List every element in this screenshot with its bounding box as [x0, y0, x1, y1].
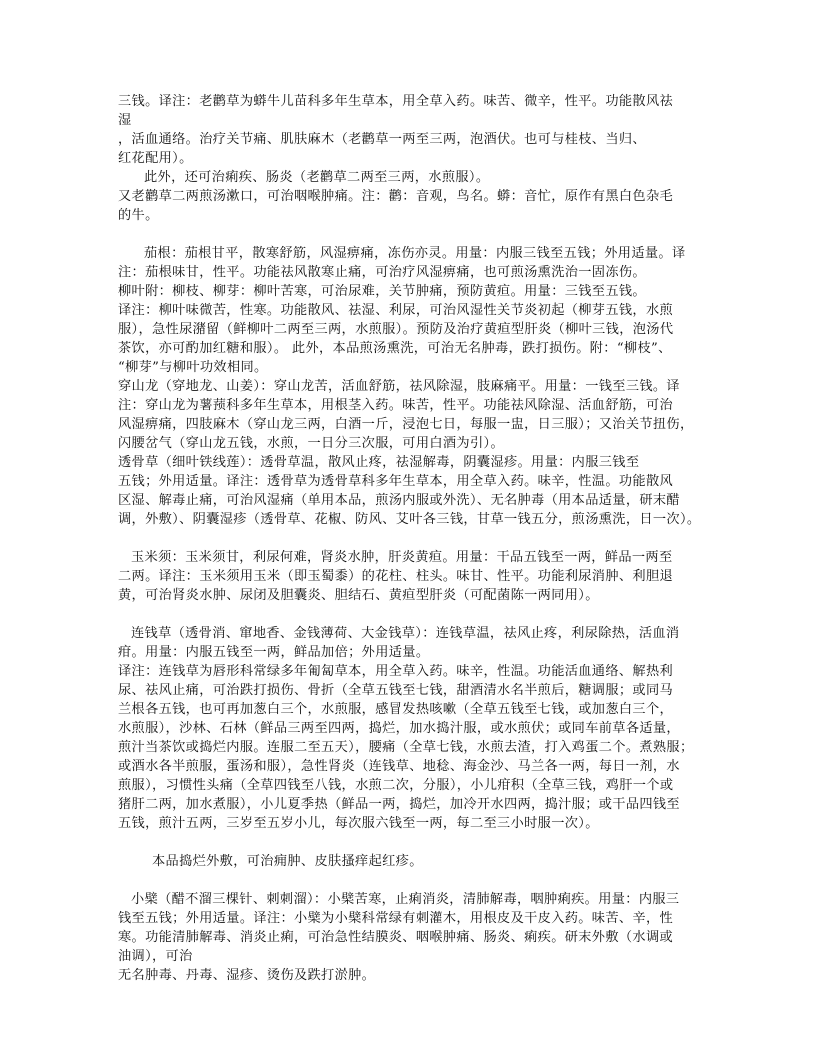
- text-line: “柳芽”与柳叶功效相同。: [118, 360, 268, 375]
- text-line: 又老鹳草二两煎汤漱口，可治咽喉肿痛。注：鹳：音观，鸟名。蟒：音忙，原作有黑白色杂毛: [118, 189, 674, 204]
- text-line: 红花配用）。: [118, 151, 193, 166]
- text-line: 风湿痹痛，四肢麻木（穿山龙三两，白酒一斤，浸泡七日，每服一盅，日三服）；又治关节扭伤，: [118, 417, 694, 432]
- spacer: [118, 605, 708, 624]
- spacer: [118, 225, 708, 244]
- text-line: 注：茄根味甘，性平。功能祛风散寒止痛，可治疗风湿痹痛，也可煎汤熏洗治一固冻伤。: [118, 265, 646, 280]
- text-line: 茄根：茄根甘平，散寒舒筋，风湿痹痛，冻伤亦灵。用量：内服三钱至五钱；外用适量。译: [144, 246, 686, 261]
- text-line: 尿、祛风止痛，可治跌打损伤、骨折（全草五钱至七钱，甜酒清水名半煎后，糖调服；或同马: [118, 683, 674, 698]
- text-line: 玉米须：玉米须甘，利尿何难，肾炎水肿，肝炎黄疸。用量：干品五钱至一两，鲜品一两至: [131, 550, 673, 565]
- section-qiegen: [118, 244, 708, 529]
- text-line: 本品捣烂外敷，可治痈肿、皮肤搔痒起红疹。: [152, 854, 423, 869]
- text-line: 煎汁当茶饮或捣烂内服。连服二至五天），腰痛（全草七钱，水煎去渣，打入鸡蛋二个。煮熟服；: [118, 740, 694, 755]
- text-line: 黄，可治肾炎水肿、尿闭及胆囊炎、胆结石、黄疸型肝炎（可配菌陈一两同用）。: [118, 588, 599, 603]
- text-line: 注：穿山龙为薯蓣科多年生草本，用根茎入药。味苦，性平。功能祛风除湿、活血舒筋，可治: [118, 398, 674, 413]
- text-line: 此外，还可治痢疾、肠炎（老鹳草二两至三两，水煎服）。: [144, 170, 490, 185]
- text-line: 猪肝二两，加水煮服），小儿夏季热（鲜品一两，捣烂，加冷开水四两，捣汁服；或干品四钱至: [118, 797, 680, 812]
- text-line: 区湿、解毒止痛，可治风湿痛（单用本品，煎汤内服或外洗）、无名肿毒（用本品适量，研末醋: [118, 493, 680, 508]
- spacer: [118, 529, 708, 548]
- section-xiaobo: [118, 890, 708, 985]
- spacer: [118, 833, 708, 852]
- text-line: 柳叶附：柳枝、柳芽：柳叶苦寒，可治尿难，关节肿痛，预防黄疸。用量：三钱至五钱。: [118, 284, 646, 299]
- text-line: 兰根各五钱，也可再加葱白三个，水煎服，感冒发热咳嗽（全草五钱至七钱，或加葱白三个，: [118, 702, 674, 717]
- text-line: 译注：连钱草为唇形科常绿多年匍匐草本，用全草入药。味辛，性温。功能活血通络、解热利: [118, 664, 674, 679]
- text-line: 译注：柳叶味微苦，性寒。功能散风、祛湿、利尿，可治风湿性关节炎初起（柳芽五钱，水煎: [118, 303, 674, 318]
- section-yumixu: [118, 548, 708, 605]
- text-line: 五钱，煎汁五两，三岁至五岁小儿，每次服六钱至一两，每二至三小时服一次）。: [118, 816, 599, 831]
- text-line: 水煎服），沙林、石林（鲜品三两至四两，捣烂，加水捣汁服，或水煎伏；或同车前草各适量，: [118, 721, 680, 736]
- section-lianqiancao: [118, 624, 708, 833]
- text-line: 三钱。译注：老鹳草为蟒牛儿苗科多年生草本，用全草入药。味苦、微辛，性平。功能散风祛: [118, 94, 674, 109]
- text-line: 的牛。: [118, 208, 159, 223]
- text-line: 寒。功能清肺解毒、消炎止痢，可治急性结膜炎、咽喉肿痛、肠炎、痢疾。研末外敷（水调或: [118, 930, 674, 945]
- text-line: 湿: [118, 113, 132, 128]
- text-line: 小檗（醋不溜三棵针、刺刺溜）：小檗苦寒，止痢消炎，清肺解毒，咽肿痢疾。用量：内服三: [131, 892, 680, 907]
- text-line: 疳。用量：内服五钱至一两，鲜品加倍；外用适量。: [118, 645, 430, 660]
- text-line: 茶饮，亦可酌加红糖和服）。 此外，本品煎汤熏洗，可治无名肿毒，跌打损伤。附：“柳枝”、: [118, 341, 672, 356]
- section-benpin: [118, 852, 708, 871]
- text-line: 五钱；外用适量。译注：透骨草为透骨草科多年生草本，用全草入药。味辛，性温。功能散风: [118, 474, 674, 489]
- text-line: 调，外敷）、阴囊湿疹（透骨草、花椒、防风、艾叶各三钱，甘草一钱五分，煎汤熏洗，日一次）。: [118, 512, 701, 527]
- text-line: 穿山龙（穿地龙、山姜）：穿山龙苦，活血舒筋，祛风除湿，肢麻痛平。用量：一钱至三钱。译: [118, 379, 680, 394]
- text-line: 钱至五钱；外用适量。译注：小檗为小檗科常绿有刺灌木，用根皮及干皮入药。味苦、辛，性: [118, 911, 674, 926]
- section-laohecao: [118, 92, 708, 225]
- text-line: 连钱草（透骨消、窜地香、金钱薄荷、大金钱草）：连钱草温，祛风止疼，利尿除热，活血消: [131, 626, 680, 641]
- text-line: 油调），可治: [118, 949, 193, 964]
- text-line: 或酒水各半煎服，蛋汤和服），急性肾炎（连钱草、地稔、海金沙、马兰各一两，每日一剂，水: [118, 759, 680, 774]
- text-line: 闪腰岔气（穿山龙五钱，水煎，一日分三次服，可用白酒为引）。: [118, 436, 504, 451]
- document-page: [118, 92, 708, 985]
- text-line: 煎服），习惯性头痛（全草四钱至八钱，水煎二次，分服），小儿疳积（全草三钱，鸡肝一个或: [118, 778, 674, 793]
- text-line: 透骨草（细叶铁线莲）：透骨草温，散风止疼，祛湿解毒，阴囊湿疹。用量：内服三钱至: [118, 455, 640, 470]
- spacer: [118, 871, 708, 890]
- text-line: 二两。译注：玉米须用玉米（即玉蜀黍）的花柱、柱头。味甘、性平。功能利尿消肿、利胆退: [118, 569, 674, 584]
- text-line: ，活血通络。治疗关节痛、肌肤麻木（老鹳草一两至三两，泡酒伏。也可与桂枝、当归、: [118, 132, 646, 147]
- text-line: 无名肿毒、丹毒、湿疹、烫伤及跌打淤肿。: [118, 968, 376, 983]
- text-line: 服），急性尿潴留（鲜柳叶二两至三两，水煎服）。预防及治疗黄疸型肝炎（柳叶三钱，泡汤代: [118, 322, 674, 337]
